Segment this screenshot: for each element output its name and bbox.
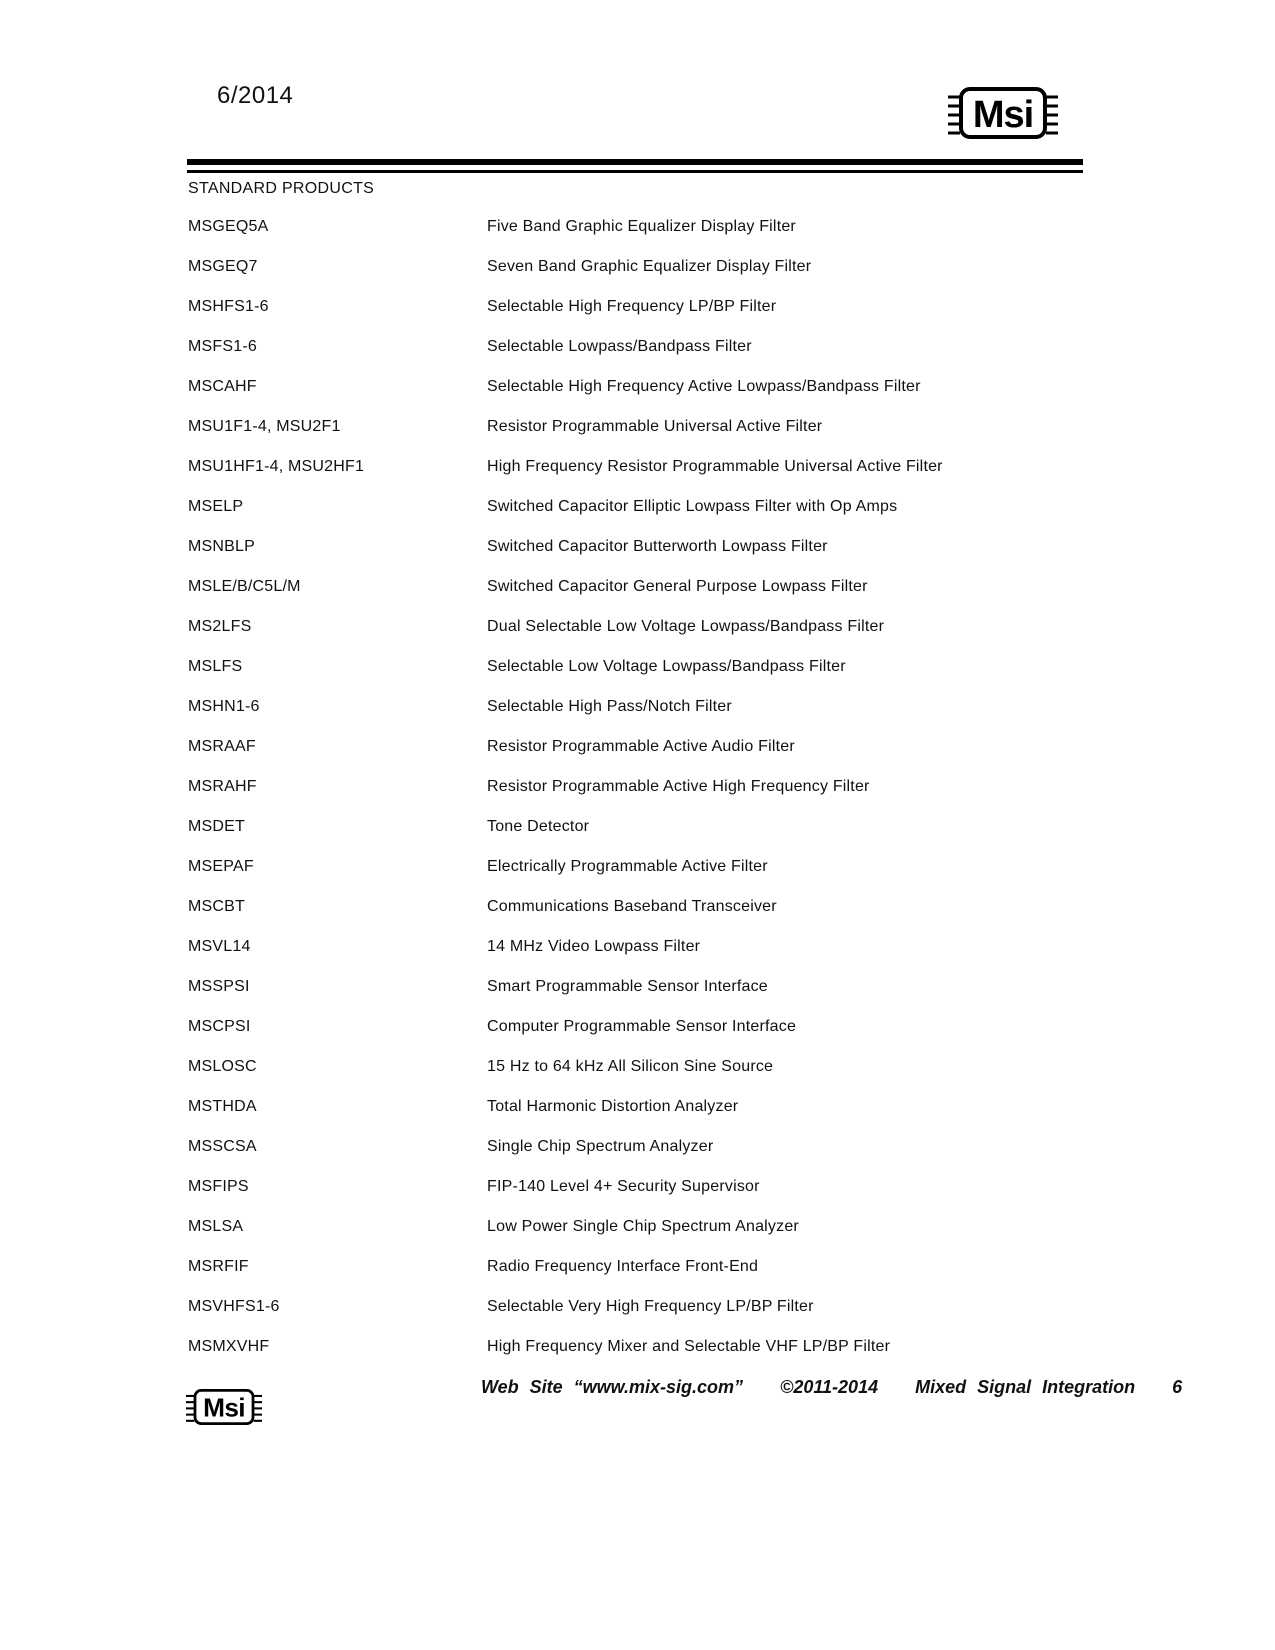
product-row bbox=[188, 618, 1088, 658]
product-list bbox=[188, 218, 1088, 1378]
product-part-number: MSRAHF bbox=[188, 778, 257, 795]
product-part-number: MSLSA bbox=[188, 1218, 244, 1235]
product-description: 14 MHz Video Lowpass Filter bbox=[487, 938, 701, 955]
product-description: Selectable High Frequency Active Lowpass/Bandpass Filter bbox=[487, 378, 921, 395]
product-description: Single Chip Spectrum Analyzer bbox=[487, 1138, 714, 1155]
product-part-number: MSGEQ7 bbox=[188, 258, 258, 275]
product-part-number: MSSCSA bbox=[188, 1138, 257, 1155]
product-description: Dual Selectable Low Voltage Lowpass/Bandpass Filter bbox=[487, 618, 885, 635]
product-description: Communications Baseband Transceiver bbox=[487, 898, 777, 915]
product-description: Smart Programmable Sensor Interface bbox=[487, 978, 768, 995]
product-row bbox=[188, 458, 1088, 498]
product-row bbox=[188, 698, 1088, 738]
section-title: STANDARD PRODUCTS bbox=[188, 180, 375, 197]
product-description: Resistor Programmable Active High Frequency Filter bbox=[487, 778, 870, 795]
product-row bbox=[188, 298, 1088, 338]
product-description: Selectable Low Voltage Lowpass/Bandpass Filter bbox=[487, 658, 846, 675]
product-row bbox=[188, 1338, 1088, 1378]
product-description: Switched Capacitor Elliptic Lowpass Filter with Op Amps bbox=[487, 498, 898, 515]
header-rule-thin bbox=[187, 170, 1083, 173]
document-date: 6/2014 bbox=[217, 82, 294, 109]
product-description: Computer Programmable Sensor Interface bbox=[487, 1018, 797, 1035]
product-row bbox=[188, 1178, 1088, 1218]
product-description: Selectable Lowpass/Bandpass Filter bbox=[487, 338, 752, 355]
header-rule-thick bbox=[187, 159, 1083, 165]
product-row bbox=[188, 578, 1088, 618]
product-part-number: MSU1F1-4, MSU2F1 bbox=[188, 418, 341, 435]
product-description: Five Band Graphic Equalizer Display Filter bbox=[487, 218, 796, 235]
product-part-number: MSLFS bbox=[188, 658, 243, 675]
product-part-number: MSEPAF bbox=[188, 858, 254, 875]
product-part-number: MSVHFS1-6 bbox=[188, 1298, 280, 1315]
product-part-number: MSLOSC bbox=[188, 1058, 257, 1075]
product-part-number: MSRFIF bbox=[188, 1258, 249, 1275]
product-row bbox=[188, 538, 1088, 578]
product-row bbox=[188, 498, 1088, 538]
product-description: Seven Band Graphic Equalizer Display Filter bbox=[487, 258, 812, 275]
product-description: High Frequency Mixer and Selectable VHF LP/BP Filter bbox=[487, 1338, 891, 1355]
product-description: Resistor Programmable Active Audio Filter bbox=[487, 738, 795, 755]
product-part-number: MSMXVHF bbox=[188, 1338, 270, 1355]
product-part-number: MSCPSI bbox=[188, 1018, 251, 1035]
product-part-number: MSGEQ5A bbox=[188, 218, 269, 235]
product-row bbox=[188, 938, 1088, 978]
product-row bbox=[188, 1018, 1088, 1058]
product-row bbox=[188, 778, 1088, 818]
product-row bbox=[188, 338, 1088, 378]
product-part-number: MSSPSI bbox=[188, 978, 250, 995]
product-description: 15 Hz to 64 kHz All Silicon Sine Source bbox=[487, 1058, 774, 1075]
product-row bbox=[188, 978, 1088, 1018]
product-row bbox=[188, 378, 1088, 418]
product-part-number: MSRAAF bbox=[188, 738, 256, 755]
product-description: Low Power Single Chip Spectrum Analyzer bbox=[487, 1218, 799, 1235]
page-footer bbox=[481, 1377, 1182, 1398]
product-description: Selectable High Frequency LP/BP Filter bbox=[487, 298, 777, 315]
product-row bbox=[188, 1298, 1088, 1338]
product-description: Total Harmonic Distortion Analyzer bbox=[487, 1098, 739, 1115]
product-row bbox=[188, 898, 1088, 938]
footer-website: Web Site “www.mix-sig.com” bbox=[481, 1377, 744, 1397]
product-part-number: MSTHDA bbox=[188, 1098, 257, 1115]
product-part-number: MS2LFS bbox=[188, 618, 252, 635]
product-description: Switched Capacitor Butterworth Lowpass Filter bbox=[487, 538, 828, 555]
product-part-number: MSCAHF bbox=[188, 378, 257, 395]
product-row bbox=[188, 218, 1088, 258]
msi-footer-logo bbox=[186, 1388, 262, 1426]
svg-text:Msi: Msi bbox=[203, 1392, 245, 1423]
product-row bbox=[188, 1098, 1088, 1138]
product-part-number: MSELP bbox=[188, 498, 244, 515]
product-row bbox=[188, 658, 1088, 698]
msi-logo bbox=[948, 86, 1058, 140]
product-part-number: MSFS1-6 bbox=[188, 338, 257, 355]
product-description: High Frequency Resistor Programmable Universal Active Filter bbox=[487, 458, 943, 475]
product-part-number: MSVL14 bbox=[188, 938, 251, 955]
product-row bbox=[188, 1138, 1088, 1178]
product-part-number: MSFIPS bbox=[188, 1178, 249, 1195]
product-description: Switched Capacitor General Purpose Lowpass Filter bbox=[487, 578, 868, 595]
product-description: Resistor Programmable Universal Active Filter bbox=[487, 418, 823, 435]
product-row bbox=[188, 418, 1088, 458]
product-row bbox=[188, 738, 1088, 778]
footer-company: Mixed Signal Integration bbox=[915, 1377, 1136, 1397]
product-row bbox=[188, 858, 1088, 898]
product-part-number: MSHN1-6 bbox=[188, 698, 260, 715]
product-part-number: MSHFS1-6 bbox=[188, 298, 269, 315]
svg-text:Msi: Msi bbox=[972, 94, 1034, 136]
product-description: FIP-140 Level 4+ Security Supervisor bbox=[487, 1178, 760, 1195]
product-part-number: MSCBT bbox=[188, 898, 245, 915]
product-part-number: MSLE/B/C5L/M bbox=[188, 578, 301, 595]
product-row bbox=[188, 1218, 1088, 1258]
footer-copyright: ©2011-2014 bbox=[780, 1377, 879, 1397]
product-description: Selectable High Pass/Notch Filter bbox=[487, 698, 732, 715]
product-part-number: MSDET bbox=[188, 818, 245, 835]
product-part-number: MSNBLP bbox=[188, 538, 255, 555]
product-description: Selectable Very High Frequency LP/BP Filter bbox=[487, 1298, 814, 1315]
product-row bbox=[188, 1258, 1088, 1298]
product-description: Radio Frequency Interface Front-End bbox=[487, 1258, 759, 1275]
product-row bbox=[188, 258, 1088, 298]
product-description: Tone Detector bbox=[487, 818, 590, 835]
footer-page-number: 6 bbox=[1172, 1377, 1183, 1397]
product-description: Electrically Programmable Active Filter bbox=[487, 858, 768, 875]
product-row bbox=[188, 1058, 1088, 1098]
product-row bbox=[188, 818, 1088, 858]
product-part-number: MSU1HF1-4, MSU2HF1 bbox=[188, 458, 365, 475]
